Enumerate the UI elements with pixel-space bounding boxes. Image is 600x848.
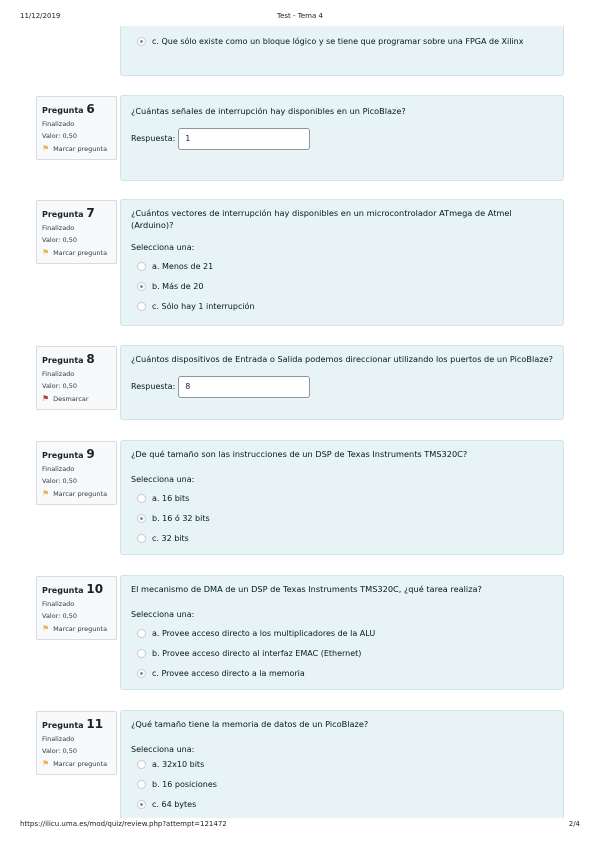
question-number: Pregunta 9 xyxy=(42,447,95,461)
question-text: ¿Cuántas señales de interrupción hay disponibles en un PicoBlaze? xyxy=(131,106,406,116)
option-c[interactable]: c. Provee acceso directo a la memoria xyxy=(131,668,553,679)
question-grade: Valor: 0,50 xyxy=(42,612,77,620)
question-text: ¿Cuántos vectores de interrupción hay disponibles en un microcontrolador ATmega de Atmel (Arduino)? xyxy=(131,208,512,230)
option-b[interactable]: b. Provee acceso directo al interfaz EMAC (Ethernet) xyxy=(131,648,553,659)
question-text: El mecanismo de DMA de un DSP de Texas Instruments TMS320C, ¿qué tarea realiza? xyxy=(131,584,482,594)
unflag-question-button[interactable]: ⚑ Desmarcar xyxy=(42,394,89,403)
answer-label: Respuesta: xyxy=(131,134,176,143)
radio-checked-icon[interactable] xyxy=(137,282,146,291)
flag-question-button[interactable]: ⚑ Marcar pregunta xyxy=(42,489,108,498)
question-state: Finalizado xyxy=(42,120,75,128)
radio-icon[interactable] xyxy=(137,262,146,271)
question-text: ¿Cuántos dispositivos de Entrada o Salida podemos direccionar utilizando los puertos de un PicoBlaze? xyxy=(131,354,554,364)
option-c[interactable]: c. 32 bits xyxy=(131,533,553,544)
question-9-info xyxy=(36,441,117,505)
radio-checked-icon[interactable] xyxy=(137,669,146,678)
answer-prompt: Selecciona una: xyxy=(131,744,195,754)
option-b[interactable]: b. Más de 20 xyxy=(131,281,553,292)
answer-prompt: Selecciona una: xyxy=(131,474,195,484)
answer-row xyxy=(131,128,553,150)
question-number: Pregunta 11 xyxy=(42,717,104,731)
flag-icon: ⚑ xyxy=(42,144,50,153)
answer-input[interactable] xyxy=(178,128,310,150)
option-b[interactable]: b. 16 ó 32 bits xyxy=(131,513,553,524)
q5-option-c-label: c. Que sólo existe como un bloque lógico y se tiene que programar sobre una FPGA de Xilinx xyxy=(152,37,524,46)
question-7-content xyxy=(120,199,564,326)
question-10-info xyxy=(36,576,117,640)
radio-checked-icon[interactable] xyxy=(137,514,146,523)
page-number: 2/4 xyxy=(568,820,580,828)
radio-icon[interactable] xyxy=(137,780,146,789)
question-state: Finalizado xyxy=(42,600,75,608)
option-c[interactable]: c. 64 bytes xyxy=(131,799,553,810)
question-7-info xyxy=(36,200,117,264)
option-a[interactable]: a. 16 bits xyxy=(131,493,553,504)
radio-icon[interactable] xyxy=(137,494,146,503)
flag-icon: ⚑ xyxy=(42,248,50,257)
radio-icon[interactable] xyxy=(137,649,146,658)
option-a[interactable]: a. 32x10 bits xyxy=(131,759,553,770)
flag-icon: ⚑ xyxy=(42,624,50,633)
question-11-content xyxy=(120,710,564,818)
flag-question-button[interactable]: ⚑ Marcar pregunta xyxy=(42,624,108,633)
question-grade: Valor: 0,50 xyxy=(42,382,77,390)
question-5-content xyxy=(120,26,564,76)
question-number: Pregunta 8 xyxy=(42,352,95,366)
answer-input[interactable] xyxy=(178,376,310,398)
question-9-content xyxy=(120,440,564,555)
radio-checked-icon[interactable] xyxy=(137,37,146,46)
question-11-info xyxy=(36,711,117,775)
answer-row xyxy=(131,376,553,398)
flag-icon: ⚑ xyxy=(42,759,50,768)
flag-icon: ⚑ xyxy=(42,489,50,498)
option-c[interactable]: c. Sólo hay 1 interrupción xyxy=(131,301,553,312)
answer-label: Respuesta: xyxy=(131,382,176,391)
option-b[interactable]: b. 16 posiciones xyxy=(131,779,553,790)
radio-checked-icon[interactable] xyxy=(137,800,146,809)
question-number: Pregunta 7 xyxy=(42,206,95,220)
print-footer xyxy=(20,820,580,832)
question-6-info xyxy=(36,96,117,160)
option-a[interactable]: a. Provee acceso directo a los multiplicadores de la ALU xyxy=(131,628,553,639)
question-state: Finalizado xyxy=(42,224,75,232)
question-grade: Valor: 0,50 xyxy=(42,236,77,244)
question-number: Pregunta 10 xyxy=(42,582,104,596)
option-a[interactable]: a. Menos de 21 xyxy=(131,261,553,272)
question-8-content xyxy=(120,345,564,420)
question-grade: Valor: 0,50 xyxy=(42,132,77,140)
question-8-info xyxy=(36,346,117,410)
radio-icon[interactable] xyxy=(137,629,146,638)
answer-prompt: Selecciona una: xyxy=(131,609,195,619)
radio-icon[interactable] xyxy=(137,760,146,769)
radio-icon[interactable] xyxy=(137,302,146,311)
question-text: ¿Qué tamaño tiene la memoria de datos de un PicoBlaze? xyxy=(131,719,369,729)
print-header xyxy=(20,12,580,24)
print-url: https://ilicu.uma.es/mod/quiz/review.php?attempt=121472 xyxy=(20,820,227,828)
print-date: 11/12/2019 xyxy=(20,12,61,20)
question-state: Finalizado xyxy=(42,735,75,743)
print-title: Test - Tema 4 xyxy=(277,12,323,20)
question-state: Finalizado xyxy=(42,465,75,473)
question-6-content xyxy=(120,95,564,181)
flag-question-button[interactable]: ⚑ Marcar pregunta xyxy=(42,144,108,153)
question-grade: Valor: 0,50 xyxy=(42,477,77,485)
answer-prompt: Selecciona una: xyxy=(131,243,195,252)
question-grade: Valor: 0,50 xyxy=(42,747,77,755)
question-text: ¿De qué tamaño son las instrucciones de un DSP de Texas Instruments TMS320C? xyxy=(131,449,468,459)
q5-option-c[interactable] xyxy=(131,36,553,47)
radio-icon[interactable] xyxy=(137,534,146,543)
question-state: Finalizado xyxy=(42,370,75,378)
flag-question-button[interactable]: ⚑ Marcar pregunta xyxy=(42,759,108,768)
question-number: Pregunta 6 xyxy=(42,102,95,116)
question-10-content xyxy=(120,575,564,690)
flag-icon: ⚑ xyxy=(42,394,50,403)
flag-question-button[interactable]: ⚑ Marcar pregunta xyxy=(42,248,108,257)
